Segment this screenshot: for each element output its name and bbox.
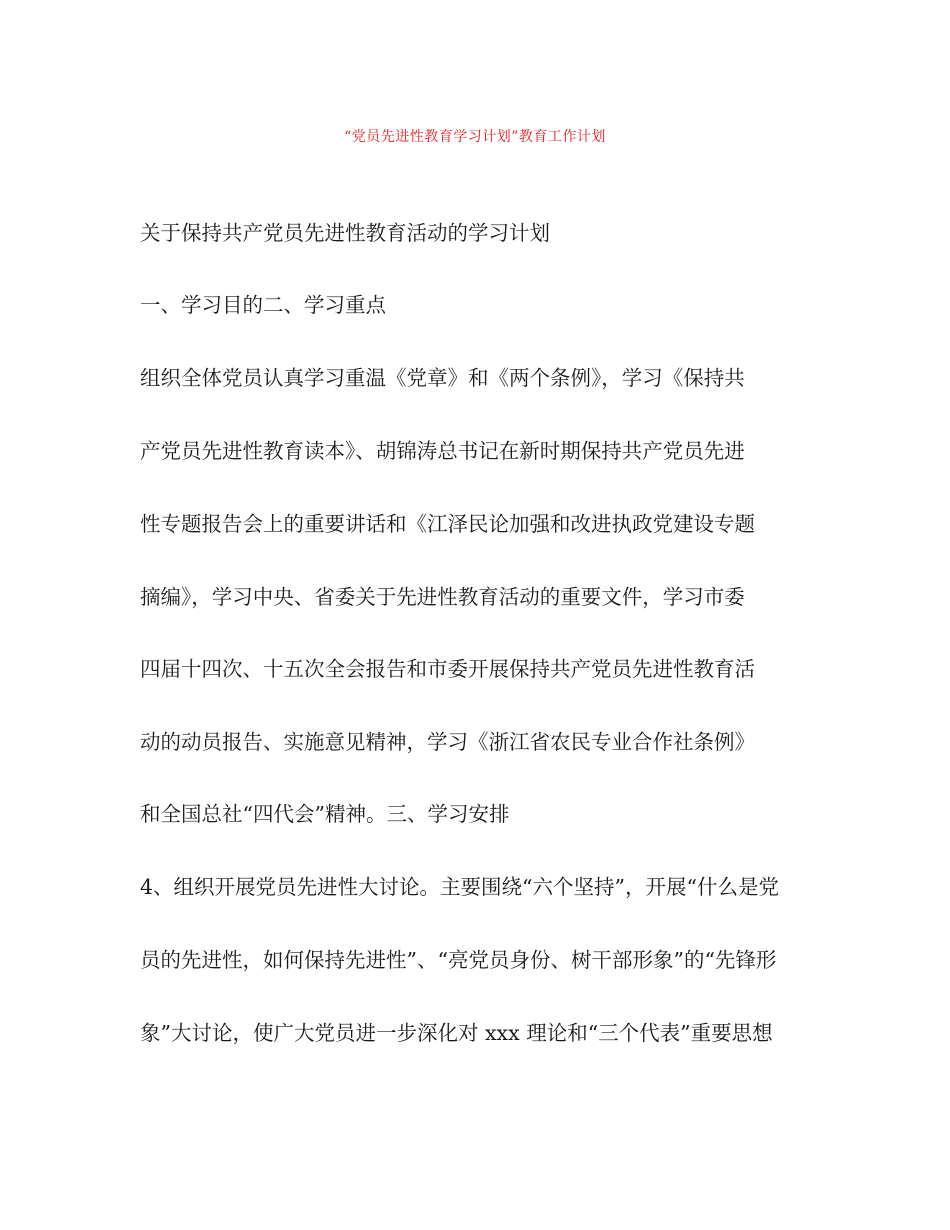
text-line: 4、组织开展党员先进性大讨论。主要围绕“六个坚持”，开展“什么是党 xyxy=(140,875,779,899)
text-line: 组织全体党员认真学习重温《党章》和《两个条例》，学习《保持共 xyxy=(140,366,745,390)
text-line: 关于保持共产党员先进性教育活动的学习计划 xyxy=(140,221,550,245)
text-line: 产党员先进性教育读本》、胡锦涛总书记在新时期保持共产党员先进 xyxy=(140,439,745,463)
text-line: 象”大讨论，使广大党员进一步深化对 xxx 理论和“三个代表”重要思想 xyxy=(140,1021,773,1045)
text-line: 员的先进性，如何保持先进性”、“亮党员身份、树干部形象”的“先锋形 xyxy=(140,948,777,972)
text-line: 动的动员报告、实施意见精神，学习《浙江省农民专业合作社条例》 xyxy=(140,730,755,754)
text-line: 四届十四次、十五次全会报告和市委开展保持共产党员先进性教育活 xyxy=(140,657,755,681)
text-line: 性专题报告会上的重要讲话和《江泽民论加强和改进执政党建设专题 xyxy=(140,512,755,536)
text-line: 和全国总社“四代会”精神。三、学习安排 xyxy=(140,802,510,826)
document-title: “党员先进性教育学习计划”教育工作计划 xyxy=(344,129,606,145)
text-line: 一、学习目的二、学习重点 xyxy=(140,293,386,317)
text-line: 摘编》，学习中央、省委关于先进性教育活动的重要文件，学习市委 xyxy=(140,585,745,609)
